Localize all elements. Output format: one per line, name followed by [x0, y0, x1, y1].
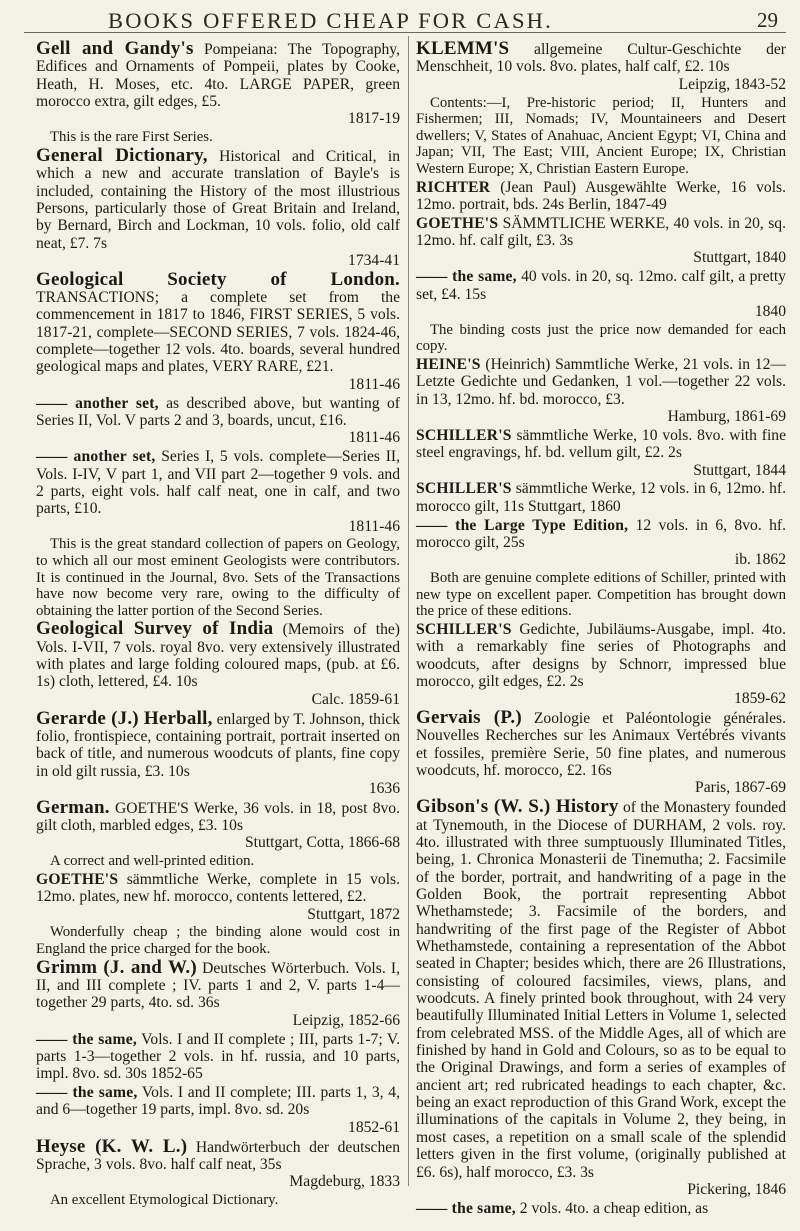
catalogue-entry: [416, 215, 786, 267]
entry-description: 12 vols. in 6, 8vo. hf. morocco gilt, 25s: [416, 516, 786, 551]
catalogue-entry: [36, 40, 400, 128]
entry-imprint: ib. 1862: [734, 551, 786, 569]
entry-description: Handwörterbuch der deutschen Sprache, 3 vols. 8vo. half calf neat, 35s: [36, 1138, 400, 1173]
entry-imprint: Stuttgart, 1844: [693, 461, 786, 479]
entry-heading: GOETHE'S: [36, 870, 119, 888]
entry-heading: —— the same,: [416, 268, 517, 286]
entry-heading: Gerarde (J.) Herball,: [36, 707, 213, 729]
entry-imprint: Stuttgart, Cotta, 1866-68: [244, 834, 400, 852]
catalogue-entry: [416, 480, 786, 515]
entry-imprint: Leipzig, 1843-52: [678, 75, 786, 93]
entry-imprint: 1811-46: [348, 429, 400, 447]
left-column: [36, 40, 400, 1210]
entry-heading: Heyse (K. W. L.): [36, 1135, 188, 1157]
entry-imprint: Stuttgart, 1872: [307, 905, 400, 923]
catalogue-note: Both are genuine complete editions of Schiller, printed with new type on excellent paper. Competition has brought down the price of these editions.: [416, 570, 786, 620]
catalogue-entry: [36, 707, 401, 798]
entry-description: Series I, 5 vols. complete—Series II, Vols. I-IV, V part 1, and VII part 2—together 9 vols. and 2 parts, eight vols. half calf neat, one in calf, and two parts, £10.: [36, 448, 400, 518]
entry-heading: Geological Society of London.: [36, 268, 400, 290]
entry-heading: Grimm (J. and W.): [36, 956, 197, 978]
right-column: [416, 40, 786, 1219]
entry-imprint: Stuttgart, 1840: [693, 249, 786, 267]
entry-heading: Geological Survey of India: [36, 618, 274, 640]
entry-description: Gedichte, Jubiläums-Ausgabe, impl. 4to. with a remarkably fine series of Photographs and woodcuts, after designs by Schnorr, impressed blue morocco, gilt edges, £2. 2s: [416, 620, 786, 690]
catalogue-note: This is the great standard collection of papers on Geology, to which all our most eminent Geologists were contributors. It is continued in the Journal, 8vo. Sets of the Transactions have now become very rare, owing to the difficulty of obtaining the latter portion of the Second Series.: [36, 536, 400, 619]
catalogue-entry: [416, 40, 786, 93]
entry-description: Historical and Critical, in which a new and accurate translation of Bayle's is included, containing the History of the most illustrious Persons, particularly those of Great Britain and Ireland, by Bernard, Birch and Lockman, 10 vols. folio, old calf neat, £7. 7s: [36, 147, 400, 252]
entry-imprint: 1811-46: [348, 517, 400, 535]
entry-description: enlarged by T. Johnson, thick folio, frontispiece, containing portrait, portrait inserted on back of title, and numerous woodcuts of plants, fine copy in old gilt russia, £3. 10s: [36, 710, 401, 780]
entry-description: SÄMMTLICHE WERKE, 40 vols. in 20, sq. 12mo. hf. calf gilt, £3. 3s: [416, 214, 786, 250]
column-divider: [408, 36, 409, 1186]
entry-description: 2 vols. 4to. a cheap edition, as: [515, 1199, 709, 1217]
entry-imprint: 1852-61: [348, 1118, 400, 1136]
catalogue-entry: [416, 1200, 786, 1217]
catalogue-entry: [416, 517, 786, 569]
entry-imprint: 1840: [754, 302, 786, 320]
page-title: BOOKS OFFERED CHEAP FOR CASH.: [108, 8, 553, 33]
entry-heading: SCHILLER'S: [416, 480, 512, 498]
entry-heading: Gervais (P.): [416, 707, 522, 729]
entry-heading: —— another set,: [36, 394, 159, 412]
entry-description: Zoologie et Paléontologie générales. Nouvelles Recherches sur les Animaux Vertébrés vivants et fossiles, première Serie, 50 fine plates, and numerous woodcuts, hf. morocco, £2. 16s: [416, 710, 787, 780]
entry-imprint: 1859-62: [734, 690, 786, 708]
catalogue-entry: [36, 871, 400, 923]
catalogue-note: This is the rare First Series.: [50, 129, 213, 146]
entry-heading: —— another set,: [36, 448, 156, 466]
entry-imprint: Pickering, 1846: [687, 1180, 786, 1198]
entry-description: sämmtliche Werke, 12 vols. in 6, 12mo. hf. morocco gilt, 11s Stuttgart, 1860: [416, 480, 786, 515]
catalogue-entry: [416, 427, 786, 479]
catalogue-entry: [36, 268, 400, 393]
entry-heading: —— the same,: [36, 1084, 138, 1102]
entry-heading: General Dictionary,: [36, 144, 208, 166]
catalogue-entry: [416, 709, 786, 797]
catalogue-entry: [36, 620, 400, 708]
page-number: 29: [757, 8, 778, 32]
entry-description: (Heinrich) Sammtliche Werke, 21 vols. in 12—Letzte Gedichte und Gedanken, 1 vol.—together 22 vols. in 13, 12mo. hf. bd. morocco, £3.: [416, 355, 786, 408]
entry-description: sämmtliche Werke, 10 vols. 8vo. with fine steel engravings, hf. bd. vellum gilt, £2. 2s: [416, 426, 786, 462]
catalogue-entry: [36, 144, 400, 269]
entry-heading: GOETHE'S: [416, 214, 499, 232]
catalogue-entry: [416, 356, 786, 425]
entry-description: (Memoirs of the) Vols. I-VII, 7 vols. royal 8vo. very extensively illustrated with plates and large folding coloured maps, (pub. at £6. 1s) cloth, lettered, £4. 10s: [36, 621, 400, 691]
entry-description: Vols. I and II complete; III. parts 1, 3, 4, and 6—together 19 parts, impl. 8vo. sd. 20s: [36, 1084, 400, 1119]
entry-heading: —— the same,: [416, 1199, 516, 1217]
catalogue-note: Contents:—I, Pre-historic period; II, Hunters and Fishermen; III, Nomads; IV, Mountaineers and Desert dwellers; V, States of Anahuac, Ancient Egypt; VI, China and Japan; VII, The East; VIII, Ancient Europe; IX, Christian Western Europe; X, Christian Eastern Europe.: [416, 94, 786, 177]
catalogue-entry: [36, 956, 400, 1029]
catalogue-entry: [416, 179, 786, 214]
entry-imprint: Hamburg, 1861-69: [667, 407, 786, 425]
catalogue-note: An excellent Etymological Dictionary.: [50, 1192, 279, 1209]
entry-heading: RICHTER: [416, 178, 491, 196]
entry-heading: HEINE'S: [416, 355, 481, 373]
entry-description: Pompeiana: The Topography, Edifices and Ornaments of Pompeii, plates by Cooke, Heath, H. Moses, etc. 4to. LARGE PAPER, green morocco extra, gilt edges, £5.: [36, 41, 400, 111]
catalogue-note: Wonderfully cheap ; the binding alone would cost in England the price charged for the book.: [36, 924, 400, 958]
entry-imprint: 1811-46: [348, 375, 400, 393]
entry-heading: —— the same,: [36, 1030, 137, 1048]
entry-heading: SCHILLER'S: [416, 426, 512, 444]
catalogue-note: A correct and well-printed edition.: [50, 853, 255, 870]
entry-imprint: 1636: [368, 779, 400, 797]
catalogue-entry: [36, 1031, 400, 1083]
entry-imprint: Magdeburg, 1833: [289, 1173, 400, 1191]
entry-description: (Jean Paul) Ausgewählte Werke, 16 vols. 12mo. portrait, bds. 24s Berlin, 1847-49: [416, 178, 786, 213]
entry-imprint: Calc. 1859-61: [311, 690, 400, 708]
entry-imprint: 1817-19: [348, 110, 400, 128]
entry-description: GOETHE'S Werke, 36 vols. in 18, post 8vo. gilt cloth, marbled edges, £3. 10s: [36, 799, 400, 835]
entry-heading: KLEMM'S: [416, 38, 510, 59]
entry-heading: German.: [36, 796, 110, 818]
entry-description: sämmtliche Werke, complete in 15 vols. 12mo. plates, new hf. morocco, contents lettered, £2.: [36, 870, 400, 906]
catalogue-entry: [416, 621, 786, 708]
catalogue-entry: [416, 798, 786, 1198]
entry-description: of the Monastery founded at Tynemouth, in the Diocese of DURHAM, 2 vols. roy. 4to. illustrated with three sumptuously Illuminated Titles, being, 1. Chronica Monasterii de Tinemutha; 2. Facsimile of the border, portrait, and handwriting of a page in the Golden Book, the portrait representing Abbot Whethamstede; 3. Facsimile of the borders, and handwriting of the first page of the Register of Abbot Whethamstede, containing a representation of the Abbot seated in Chapter; besides which, there are 26 Illustrations, consisting of coloured facsimiles, views, plans, and woodcuts. A finely printed book throughout, with 24 very beautifully Illuminated Initial Letters in Volume 1, selected from celebrated MSS. of the Middle Ages, all of which are finished by hand in Gold and Colours, so as to be equal to the Original Drawings, and form a series of examples of ancient art; red rubricated headings to each chapter, &c. being an exact reproduction of this Grand Work, except the illuminations of the capitals in Volume 2, they being, in most cases, a repetition on a small scale of the splendid letters given in the first volume, (originally published at £6. 6s), half morocco, £3. 3s: [416, 799, 786, 1181]
entry-heading: Gibson's (W. S.) History: [416, 796, 619, 818]
entry-heading: —— the Large Type Edition,: [416, 516, 629, 534]
entry-description: 40 vols. in 20, sq. 12mo. calf gilt, a pretty set, £4. 15s: [416, 268, 786, 303]
entry-description: TRANSACTIONS; a complete set from the commencement in 1817 to 1846, FIRST SERIES, 5 vols. 1817-21, complete—SECOND SERIES, 7 vols. 1824-46, complete—together 12 vols. 4to. boards, several hundred geological maps and plates, VERY RARE, £21.: [36, 289, 400, 376]
catalogue-entry: [36, 1084, 400, 1136]
catalogue-entry: [36, 796, 400, 852]
entry-description: allgemeine Cultur-Geschichte der Menschheit, 10 vols. 8vo. plates, half calf, £2. 10s: [416, 41, 786, 76]
catalogue-entry: [416, 268, 786, 320]
page-header: [24, 2, 786, 33]
entry-description: as described above, but wanting of Series II, Vol. V parts 2 and 3, boards, uncut, £16.: [36, 394, 400, 429]
entry-heading: SCHILLER'S: [416, 620, 512, 638]
catalogue-entry: [36, 1135, 400, 1191]
entry-heading: Gell and Gandy's: [36, 38, 194, 59]
catalogue-entry: [36, 448, 400, 535]
catalogue-note: The binding costs just the price now demanded for each copy.: [416, 321, 786, 355]
entry-description: Vols. I and II complete ; III, parts 1-7; V. parts 1-3—together 2 vols. in hf. russia, and 10 parts, impl. 8vo. sd. 30s 1852-65: [36, 1030, 400, 1083]
catalogue-entry: [36, 395, 400, 447]
entry-imprint: 1734-41: [348, 251, 400, 269]
entry-imprint: Paris, 1867-69: [695, 779, 786, 797]
entry-imprint: Leipzig, 1852-66: [292, 1011, 400, 1029]
entry-description: Deutsches Wörterbuch. Vols. I, II, and III complete ; IV. parts 1 and 2, V. parts 1-4—together 29 parts, 4to. sd. 36s: [36, 959, 400, 1012]
